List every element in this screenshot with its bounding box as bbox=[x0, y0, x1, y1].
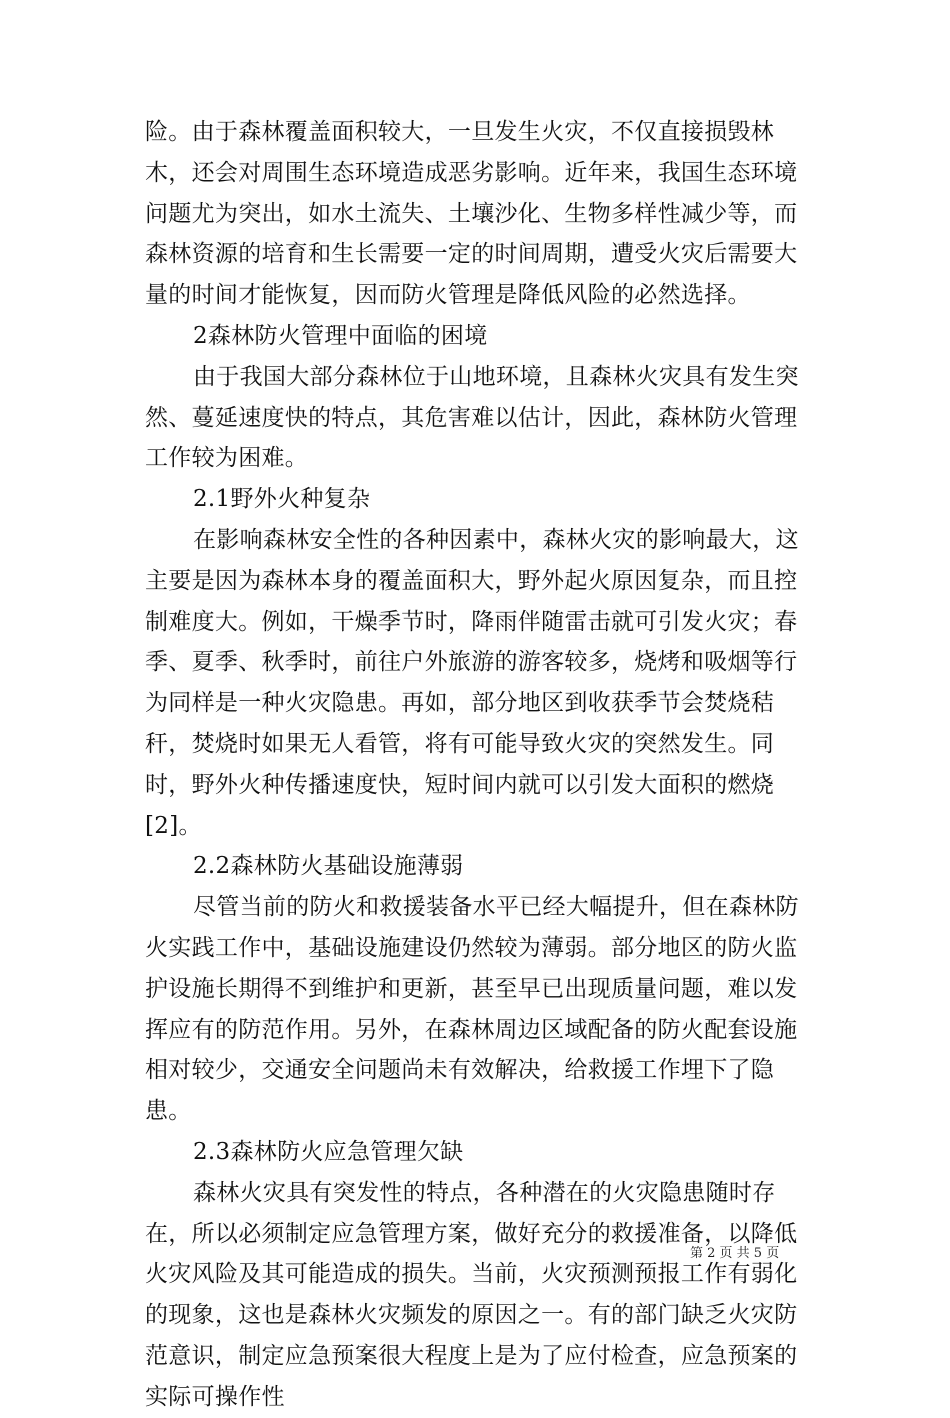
paragraph: 尽管当前的防火和救援装备水平已经大幅提升，但在森林防火实践工作中，基础设施建设仍然较为薄弱。部分地区的防火监护设施长期得不到维护和更新，甚至早已出现质量问题，难以发挥应有的防范作用。另外，在森林周边区域配备的防火配套设施相对较少，交通安全问题尚未有效解决，给救援工作埋下了隐患。 bbox=[145, 894, 799, 1125]
paragraph: 由于我国大部分森林位于山地环境，且森林火灾具有发生突然、蔓延速度快的特点，其危害难以估计，因此，森林防火管理工作较为困难。 bbox=[145, 363, 799, 472]
section-heading-2-1: 2.1野外火种复杂 bbox=[193, 486, 371, 513]
paragraph: 在影响森林安全性的各种因素中，森林火灾的影响最大，这主要是因为森林本身的覆盖面积大，野外起火原因复杂，而且控制难度大。例如，干燥季节时，降雨伴随雷击就可引发火灾；春季、夏季、秋季时，前往户外旅游的游客较多，烧烤和吸烟等行为同样是一种火灾隐患。再如，部分地区到收获季节会焚烧秸秆，焚烧时如果无人看管，将有可能导致火灾的突然发生。同时，野外火种传播速度快，短时间内就可以引发大面积的燃烧[2]。 bbox=[145, 526, 799, 839]
section-heading-2: 2森林防火管理中面临的困境 bbox=[193, 322, 488, 349]
section-heading-2-3: 2.3森林防火应急管理欠缺 bbox=[193, 1138, 464, 1165]
page-number: 第 2 页 共 5 页 bbox=[690, 1246, 780, 1261]
paragraph: 森林火灾具有突发性的特点，各种潜在的火灾隐患随时存在，所以必须制定应急管理方案，做好充分的救援准备，以降低火灾风险及其可能造成的损失。当前，火灾预测预报工作有弱化的现象，这也是森林火灾频发的原因之一。有的部门缺乏火灾防范意识，制定应急预案很大程度上是为了应付检查，应急预案的实际可操作性 bbox=[145, 1179, 798, 1410]
section-heading-2-2: 2.2森林防火基础设施薄弱 bbox=[193, 853, 464, 880]
paragraph-continuation: 险。由于森林覆盖面积较大，一旦发生火灾，不仅直接损毁林木，还会对周围生态环境造成恶劣影响。近年来，我国生态环境问题尤为突出，如水土流失、土壤沙化、生物多样性减少等，而森林资源的培育和生长需要一定的时间周期，遭受火灾后需要大量的时间才能恢复，因而防火管理是降低风险的必然选择。 bbox=[145, 119, 798, 309]
body-text bbox=[145, 112, 815, 1418]
